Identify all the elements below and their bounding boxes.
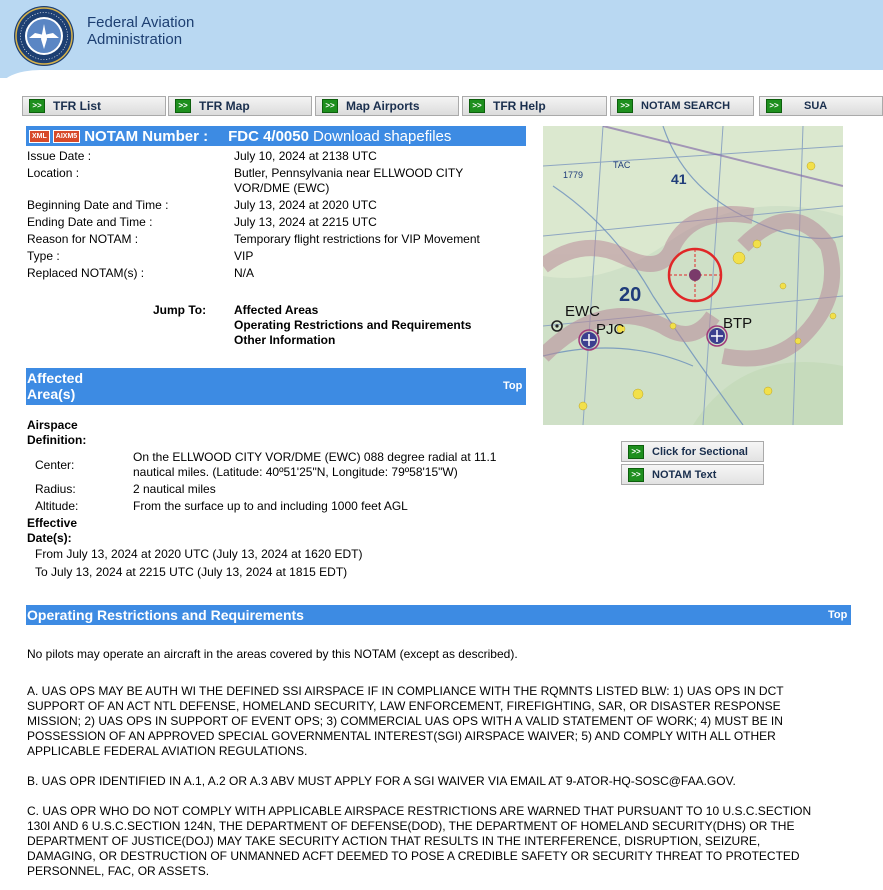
agency-name[interactable] bbox=[87, 14, 194, 48]
go-arrow-icon: >> bbox=[175, 99, 191, 113]
effective-line1: Effective bbox=[27, 516, 78, 530]
jump-link-affected-areas[interactable]: Affected Areas bbox=[234, 303, 319, 317]
nav-label: SUA bbox=[804, 100, 828, 112]
operating-para-a: A. UAS OPS MAY BE AUTH WI THE DEFINED SSI AIRSPACE IF IN COMPLIANCE WITH THE RQMNTS LISTED BLW: 1) UAS OPS IN DCT SUPPORT OF AN ACT NTL DEFENSE, HOMELAND SECURITY, LAW ENFORCEMENT, FIREFIGHTING, SAR, OR DISASTER RESPONSE MISSION; 2) UAS OPS IN SUPPORT OF EVENT OPS; 3) COMMERCIAL UAS OPS WITH A VALID STATEMENT OF WORK; 4) MUST BE IN POSSESSION OF AN APPROVED SPECIAL GOVERNMENTAL INTEREST(SGI) AIRSPACE WAIVER; 5) AND COMPLY WITH ALL OTHER APPLICABLE FEDERAL AVIATION REGULATIONS. bbox=[27, 684, 784, 758]
field-label: Replaced NOTAM(s) : bbox=[27, 266, 145, 280]
aixm-link[interactable]: AIXM5 bbox=[53, 130, 80, 143]
go-arrow-icon: >> bbox=[628, 445, 644, 459]
nav-label: Map Airports bbox=[346, 99, 420, 113]
map-label-tac: TAC bbox=[613, 160, 631, 170]
go-arrow-icon: >> bbox=[29, 99, 45, 113]
jump-link-operating-restrictions[interactable]: Operating Restrictions and Requirements bbox=[234, 318, 472, 332]
agency-name-line2[interactable]: Administration bbox=[87, 31, 183, 48]
faa-seal-logo[interactable] bbox=[13, 5, 75, 67]
nav-notam-search[interactable] bbox=[610, 96, 754, 116]
go-arrow-icon: >> bbox=[628, 468, 644, 482]
field-label: Reason for NOTAM : bbox=[27, 232, 139, 246]
radius-label: Radius: bbox=[35, 482, 76, 496]
go-arrow-icon: >> bbox=[322, 99, 338, 113]
center-value: On the ELLWOOD CITY VOR/DME (EWC) 088 degree radial at 11.1 nautical miles. (Latitude: 40º51'25"N, Longitude: 79º58'15"W) bbox=[133, 450, 497, 479]
go-arrow-icon: >> bbox=[469, 99, 485, 113]
nav-label: TFR List bbox=[53, 99, 101, 113]
affected-areas-title bbox=[27, 370, 83, 402]
nav-label: TFR Map bbox=[199, 99, 250, 113]
map-label-20: 20 bbox=[619, 284, 642, 306]
altitude-label: Altitude: bbox=[35, 499, 79, 513]
nav-tfr-help[interactable] bbox=[462, 96, 607, 116]
field-label: Location : bbox=[27, 166, 80, 180]
notam-text-button[interactable] bbox=[621, 464, 764, 485]
field-label: Beginning Date and Time : bbox=[27, 198, 169, 212]
map-label-ewc: EWC bbox=[565, 303, 600, 320]
field-value: N/A bbox=[234, 266, 255, 280]
affected-heading-line1: Affected bbox=[27, 370, 84, 386]
jump-to-label: Jump To: bbox=[153, 303, 207, 317]
xml-link[interactable]: XML bbox=[29, 130, 50, 143]
airspace-def-line2: Definition: bbox=[27, 433, 87, 447]
go-arrow-icon: >> bbox=[617, 99, 633, 113]
map-label-btp: BTP bbox=[723, 315, 753, 332]
operating-para-b: B. UAS OPR IDENTIFIED IN A.1, A.2 OR A.3 ABV MUST APPLY FOR A SGI WAIVER VIA EMAIL AT 9-ATOR-HQ-SOSC@FAA.GOV. bbox=[27, 774, 736, 788]
notam-number-bar bbox=[26, 126, 526, 146]
nav-sua[interactable] bbox=[759, 96, 883, 116]
map-label-pjc: PJC bbox=[596, 321, 625, 338]
field-label: Type : bbox=[27, 249, 60, 263]
sectional-map-image[interactable] bbox=[543, 126, 843, 425]
effective-to: To July 13, 2024 at 2215 UTC (July 13, 2024 at 1815 EDT) bbox=[35, 565, 348, 579]
main-nav bbox=[22, 96, 883, 118]
field-value: July 13, 2024 at 2215 UTC bbox=[234, 215, 377, 229]
sectional-button-label: Click for Sectional bbox=[652, 445, 748, 458]
download-shapefiles-link[interactable]: Download shapefiles bbox=[312, 127, 452, 145]
effective-line2: Date(s): bbox=[27, 531, 72, 545]
sectional-map[interactable] bbox=[543, 126, 843, 425]
radius-value: 2 nautical miles bbox=[133, 482, 216, 496]
altitude-value: From the surface up to and including 1000 feet AGL bbox=[133, 499, 408, 513]
go-arrow-icon: >> bbox=[766, 99, 782, 113]
notam-number-value: FDC 4/0050 bbox=[228, 127, 309, 145]
center-label: Center: bbox=[35, 458, 75, 472]
field-value: Butler, Pennsylvania near ELLWOOD CITY VOR/DME (EWC) bbox=[234, 166, 463, 195]
nav-tfr-map[interactable] bbox=[168, 96, 312, 116]
operating-restrictions-title: Operating Restrictions and Requirements bbox=[27, 607, 304, 623]
notam-number-label: NOTAM Number : bbox=[84, 127, 209, 145]
map-label-41: 41 bbox=[671, 171, 687, 187]
affected-heading-line2: Area(s) bbox=[27, 386, 76, 402]
map-label-1779: 1779 bbox=[563, 170, 584, 180]
nav-label: NOTAM SEARCH bbox=[641, 100, 731, 112]
field-value: July 13, 2024 at 2020 UTC bbox=[234, 198, 377, 212]
effective-dates-label bbox=[27, 516, 77, 546]
field-label: Issue Date : bbox=[27, 149, 92, 163]
jump-link-other-information[interactable]: Other Information bbox=[234, 333, 336, 347]
nav-map-airports[interactable] bbox=[315, 96, 459, 116]
nav-label: TFR Help bbox=[493, 99, 546, 113]
effective-from: From July 13, 2024 at 2020 UTC (July 13, 2024 at 1620 EDT) bbox=[35, 547, 363, 561]
affected-areas-header bbox=[26, 368, 526, 405]
top-link[interactable]: Top bbox=[828, 609, 848, 621]
operating-intro: No pilots may operate an aircraft in the areas covered by this NOTAM (except as described). bbox=[27, 647, 518, 661]
nav-tfr-list[interactable] bbox=[22, 96, 166, 116]
field-label: Ending Date and Time : bbox=[27, 215, 153, 229]
operating-para-c: C. UAS OPR WHO DO NOT COMPLY WITH APPLICABLE AIRSPACE RESTRICTIONS ARE WARNED THAT PURSUANT TO 10 U.S.C.SECTION 130I AND 6 U.S.C.SECTION 124N, THE DEPARTMENT OF DEFENSE(DOD), THE DEPARTMENT OF HOMELAND SECURITY(DHS) OR THE DEPARTMENT OF JUSTICE(DOJ) MAY TAKE SECURITY ACTION THAT RESULTS IN THE INTERFERENCE, DISRUPTION, SEIZURE, DAMAGING, OR DESTRUCTION OF UNMANNED ACFT DEEMED TO POSE A CREDIBLE SAFETY OR SECURITY THREAT TO PROTECTED PERSONNEL, FAC, OR ASSETS. bbox=[27, 804, 812, 878]
airspace-def-line1: Airspace bbox=[27, 418, 78, 432]
header-curve bbox=[0, 70, 883, 94]
top-link[interactable]: Top bbox=[503, 380, 523, 392]
site-header bbox=[0, 0, 883, 78]
field-value: July 10, 2024 at 2138 UTC bbox=[234, 149, 377, 163]
notam-text-button-label: NOTAM Text bbox=[652, 468, 717, 481]
field-value: Temporary flight restrictions for VIP Movement bbox=[234, 232, 480, 246]
airspace-definition-label bbox=[27, 418, 86, 448]
field-value: VIP bbox=[234, 249, 254, 263]
operating-restrictions-header bbox=[26, 605, 851, 625]
sectional-button[interactable] bbox=[621, 441, 764, 462]
agency-name-line1[interactable]: Federal Aviation bbox=[87, 14, 195, 31]
